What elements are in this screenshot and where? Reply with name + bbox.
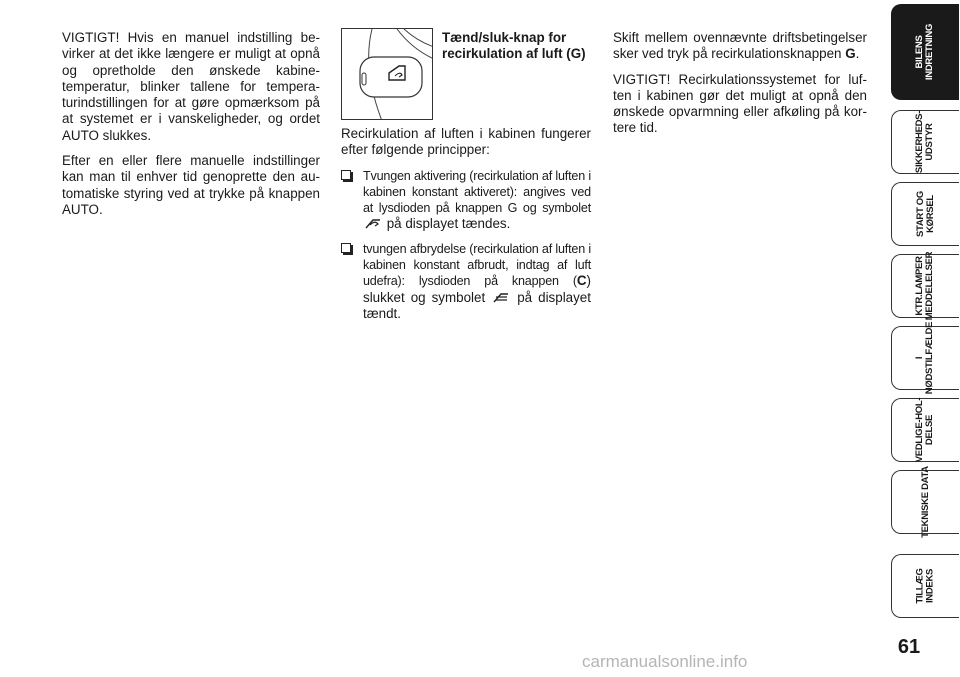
item-forced-off-text: tvungen afbrydelse (recirkulation af luften i kabinen konstant afbrudt, indtag af luft udefra): lysdioden på knappen ( [363, 241, 591, 289]
paragraph-restore-auto: Efter en eller flere manuelle indstillinger kan man til enhver tid genoprette den automatiske styring ved at trykke på knappen AUTO. [62, 153, 320, 217]
column-right [613, 30, 867, 146]
button-key-label: G [845, 46, 856, 62]
column-middle [341, 126, 591, 330]
tab-sikkerhedsudstyr[interactable]: SIKKERHEDS- UDSTYR [891, 110, 959, 174]
tab-vedligeholdelse[interactable]: VEDLIGE-HOL- DELSE [891, 398, 959, 462]
watermark: carmanualsonline.info [582, 652, 748, 671]
recirculation-button-figure [341, 28, 433, 120]
list-item [341, 168, 591, 233]
tab-tekniske-data[interactable]: TEKNISKE DATA [891, 470, 959, 534]
button-key-label: C [576, 273, 587, 289]
checkbox-bullet-icon [341, 243, 351, 253]
recirculation-off-icon [493, 291, 509, 303]
paragraph-recirculation-benefit: VIGTIGT! Recirkulationssystemet for luften i kabinen gør det muligt at opnå den ønskede opvarmning eller afkøling på kortere tid. [613, 71, 867, 136]
tab-tillaeg-indeks[interactable]: TILLÆG INDEKS [891, 554, 959, 618]
paragraph-switching: Skift mellem ovennævnte driftsbetingelser sker ved tryk på recirkulationsknappen G. [613, 30, 867, 62]
item-forced-activation-end: på displayet tændes. [386, 216, 511, 232]
recirculation-on-icon [365, 217, 381, 229]
item-forced-activation-text: Tvungen aktivering (recirkulation af luften i kabinen konstant aktiveret): angives ved at lysdioden på knappen G og symbolet [363, 168, 591, 216]
item-forced-off-mid: ) slukket og symbolet [363, 273, 591, 305]
list-item [341, 241, 591, 322]
figure-caption: Tænd/sluk-knap for recirkulation af luft (G) [442, 30, 586, 62]
item-forced-off-end: på displayet tændt. [363, 289, 591, 321]
column-left [62, 30, 320, 227]
page-number: 61 [897, 636, 921, 658]
chapter-tabs [887, 0, 960, 677]
tab-ktr-lamper[interactable]: KTR.LAMPER MEDDELELSER [891, 254, 959, 318]
paragraph-recirculation-intro: Recirkulation af luften i kabinen fungerer efter følgende principper: [341, 126, 591, 158]
paragraph-warning-manual: VIGTIGT! Hvis en manuel indstilling bevirker at det ikke længere er muligt at opnå og opretholde den ønskede kabinetemperatur, blinker tallene for temperaturindstillingen for at gøre opmærksom på at systemet er i vanskeligheder, og ordet AUTO slukkes. [62, 30, 320, 143]
tab-start-og-korsel[interactable]: START OG KØRSEL [891, 182, 959, 246]
recirculation-principles-list [341, 168, 591, 323]
tab-bilens-indretning[interactable]: BILENS INDRETNING [891, 4, 959, 100]
checkbox-bullet-icon [341, 170, 351, 180]
tab-nodstilfaelde[interactable]: I NØDSTILFÆLDE [891, 326, 959, 390]
recirculation-button-illustration [342, 29, 433, 120]
